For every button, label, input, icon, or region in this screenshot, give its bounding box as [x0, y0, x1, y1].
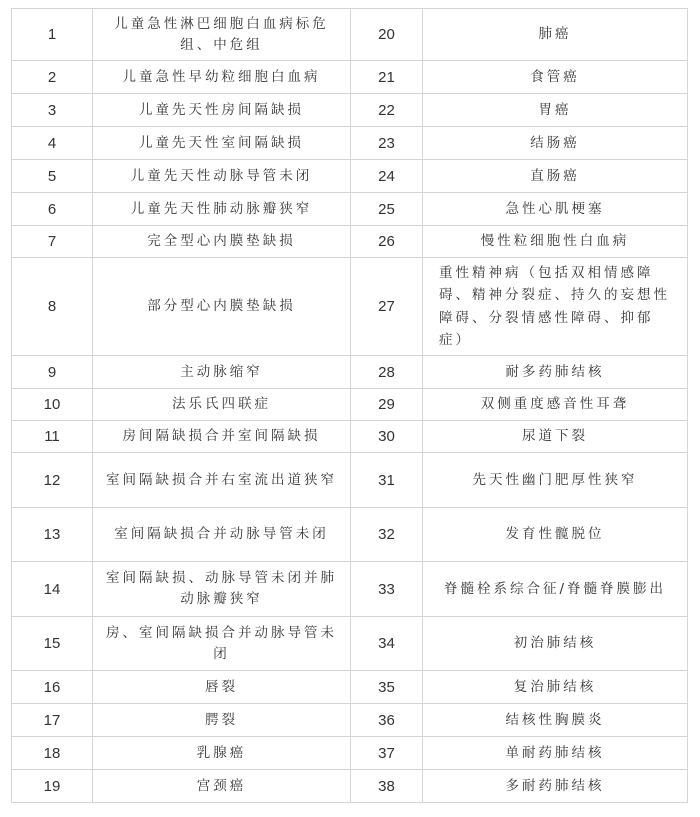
- right-number: 24: [351, 160, 423, 193]
- right-number: 32: [351, 508, 423, 562]
- left-disease-name: 主动脉缩窄: [93, 356, 351, 389]
- left-number: 14: [12, 562, 93, 617]
- right-disease-name: 初治肺结核: [423, 617, 688, 671]
- left-number: 15: [12, 617, 93, 671]
- left-number: 17: [12, 704, 93, 737]
- table-row: [12, 127, 688, 160]
- left-number: 9: [12, 356, 93, 389]
- right-number: 34: [351, 617, 423, 671]
- left-disease-name: 室间隔缺损、动脉导管未闭并肺动脉瓣狭窄: [93, 562, 351, 617]
- left-number: 10: [12, 389, 93, 421]
- table-row: [12, 61, 688, 94]
- left-number: 16: [12, 671, 93, 704]
- left-disease-name: 儿童先天性肺动脉瓣狭窄: [93, 193, 351, 226]
- right-number: 21: [351, 61, 423, 94]
- right-disease-name: 直肠癌: [423, 160, 688, 193]
- right-disease-name: 胃癌: [423, 94, 688, 127]
- table-row: [12, 226, 688, 258]
- right-number: 22: [351, 94, 423, 127]
- left-disease-name: 唇裂: [93, 671, 351, 704]
- table-row: [12, 453, 688, 508]
- right-number: 20: [351, 9, 423, 61]
- left-disease-name: 房、室间隔缺损合并动脉导管未闭: [93, 617, 351, 671]
- left-disease-name: 儿童先天性房间隔缺损: [93, 94, 351, 127]
- right-number: 38: [351, 770, 423, 803]
- right-number: 30: [351, 421, 423, 453]
- right-number: 25: [351, 193, 423, 226]
- right-disease-name: 重性精神病（包括双相情感障碍、精神分裂症、持久的妄想性障碍、分裂情感性障碍、抑郁症）: [423, 258, 688, 356]
- right-disease-name: 单耐药肺结核: [423, 737, 688, 770]
- right-disease-name: 双侧重度感音性耳聋: [423, 389, 688, 421]
- left-disease-name: 儿童急性早幼粒细胞白血病: [93, 61, 351, 94]
- right-number: 37: [351, 737, 423, 770]
- right-number: 23: [351, 127, 423, 160]
- right-number: 29: [351, 389, 423, 421]
- right-disease-name: 食管癌: [423, 61, 688, 94]
- left-number: 7: [12, 226, 93, 258]
- left-disease-name: 宫颈癌: [93, 770, 351, 803]
- table-row: [12, 770, 688, 803]
- left-number: 19: [12, 770, 93, 803]
- right-disease-name: 尿道下裂: [423, 421, 688, 453]
- left-number: 18: [12, 737, 93, 770]
- table-row: [12, 704, 688, 737]
- left-disease-name: 完全型心内膜垫缺损: [93, 226, 351, 258]
- table-row: [12, 356, 688, 389]
- left-disease-name: 房间隔缺损合并室间隔缺损: [93, 421, 351, 453]
- right-disease-name: 结核性胸膜炎: [423, 704, 688, 737]
- left-disease-name: 乳腺癌: [93, 737, 351, 770]
- right-disease-name: 复治肺结核: [423, 671, 688, 704]
- left-disease-name: 室间隔缺损合并动脉导管未闭: [93, 508, 351, 562]
- right-number: 26: [351, 226, 423, 258]
- left-disease-name: 法乐氏四联症: [93, 389, 351, 421]
- table-row: [12, 508, 688, 562]
- right-number: 36: [351, 704, 423, 737]
- right-number: 31: [351, 453, 423, 508]
- right-disease-name: 急性心肌梗塞: [423, 193, 688, 226]
- right-disease-name: 肺癌: [423, 9, 688, 61]
- table-row: [12, 671, 688, 704]
- left-number: 6: [12, 193, 93, 226]
- right-number: 33: [351, 562, 423, 617]
- left-number: 2: [12, 61, 93, 94]
- left-number: 11: [12, 421, 93, 453]
- left-disease-name: 儿童先天性动脉导管未闭: [93, 160, 351, 193]
- table-row: [12, 617, 688, 671]
- right-disease-name: 多耐药肺结核: [423, 770, 688, 803]
- table-row: [12, 9, 688, 61]
- right-disease-name: 结肠癌: [423, 127, 688, 160]
- left-disease-name: 儿童先天性室间隔缺损: [93, 127, 351, 160]
- left-number: 5: [12, 160, 93, 193]
- right-disease-name: 慢性粒细胞性白血病: [423, 226, 688, 258]
- table-row: [12, 562, 688, 617]
- right-number: 35: [351, 671, 423, 704]
- disease-table-body: [12, 9, 688, 803]
- left-disease-name: 腭裂: [93, 704, 351, 737]
- left-number: 4: [12, 127, 93, 160]
- right-number: 27: [351, 258, 423, 356]
- right-disease-name: 发育性髋脱位: [423, 508, 688, 562]
- left-disease-name: 室间隔缺损合并右室流出道狭窄: [93, 453, 351, 508]
- table-row: [12, 737, 688, 770]
- left-number: 12: [12, 453, 93, 508]
- right-disease-name: 脊髓栓系综合征/脊髓脊膜膨出: [423, 562, 688, 617]
- table-row: [12, 193, 688, 226]
- left-disease-name: 部分型心内膜垫缺损: [93, 258, 351, 356]
- left-number: 13: [12, 508, 93, 562]
- table-row: [12, 160, 688, 193]
- left-number: 3: [12, 94, 93, 127]
- left-disease-name: 儿童急性淋巴细胞白血病标危组、中危组: [93, 9, 351, 61]
- table-row: [12, 258, 688, 356]
- table-row: [12, 94, 688, 127]
- left-number: 1: [12, 9, 93, 61]
- disease-table: [11, 8, 688, 803]
- right-number: 28: [351, 356, 423, 389]
- right-disease-name: 先天性幽门肥厚性狭窄: [423, 453, 688, 508]
- table-row: [12, 389, 688, 421]
- left-number: 8: [12, 258, 93, 356]
- table-row: [12, 421, 688, 453]
- right-disease-name: 耐多药肺结核: [423, 356, 688, 389]
